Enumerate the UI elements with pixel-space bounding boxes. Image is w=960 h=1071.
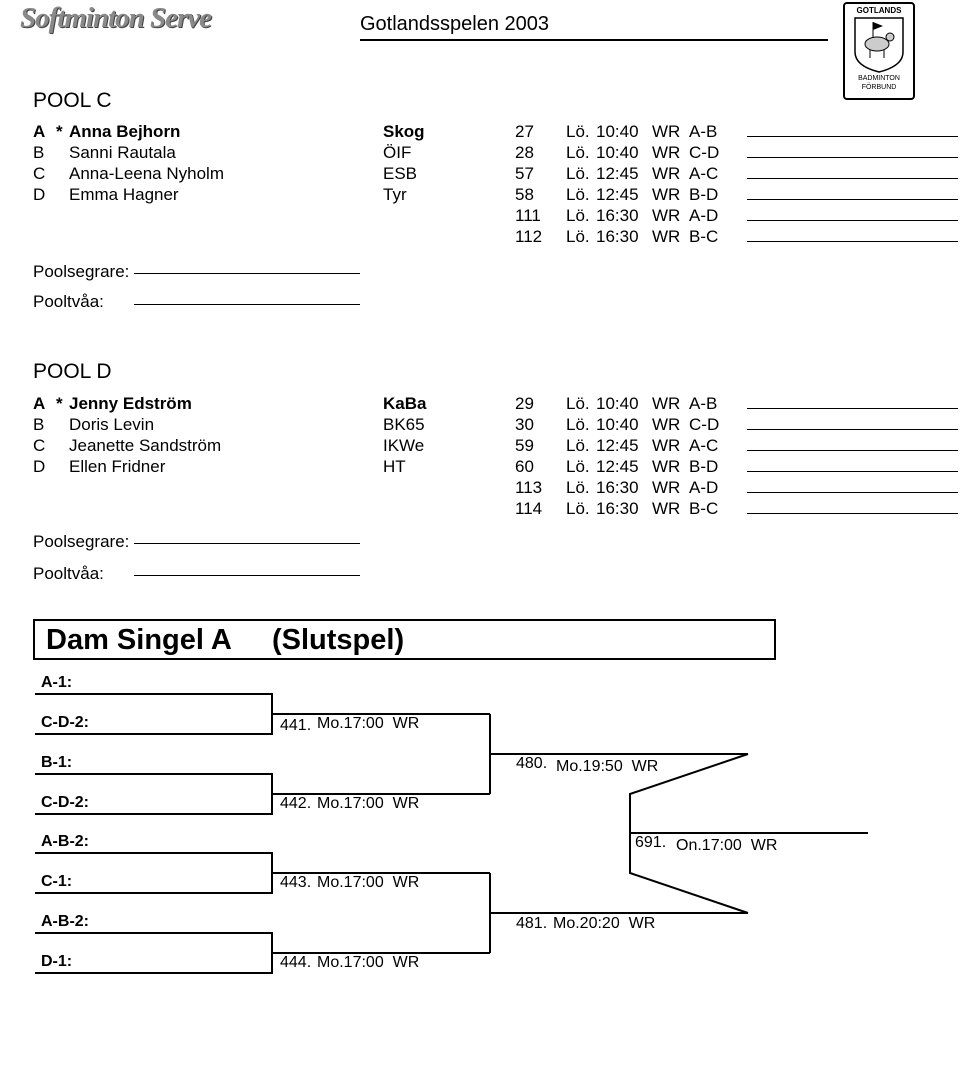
player-name: Anna-Leena Nyholm — [69, 164, 224, 183]
match-court: WR — [652, 478, 681, 497]
match-day: Lö. — [566, 143, 590, 162]
match-444-number: 444. — [280, 954, 312, 971]
bracket-entry: D-1: — [41, 953, 73, 970]
player-name: Jeanette Sandström — [69, 436, 222, 455]
match-time: 16:30 — [596, 499, 639, 518]
bracket-entry: A-B-2: — [41, 833, 89, 850]
player-letter: A — [33, 122, 46, 141]
match-day: Lö. — [566, 415, 590, 434]
bracket-entry: A-B-2: — [41, 913, 89, 930]
match-time: 16:30 — [596, 206, 639, 225]
player-letter: D — [33, 185, 46, 204]
match-number: 59 — [515, 436, 534, 455]
page-title: Gotlandsspelen 2003 — [360, 13, 550, 35]
match-pair: A-C — [689, 164, 719, 183]
player-letter: A — [33, 394, 46, 413]
player-name: Jenny Edström — [69, 394, 192, 413]
match-court: WR — [652, 227, 681, 246]
player-name: Emma Hagner — [69, 185, 179, 204]
match-court: WR — [652, 206, 681, 225]
match-day: Lö. — [566, 478, 590, 497]
match-number: 58 — [515, 185, 534, 204]
match-number: 29 — [515, 394, 534, 413]
match-court: WR — [652, 185, 681, 204]
match-day: Lö. — [566, 227, 590, 246]
match-day: Lö. — [566, 122, 590, 141]
match-number: 114 — [515, 499, 543, 518]
match-pair: C-D — [689, 415, 720, 434]
bracket-entry: C-D-2: — [41, 714, 89, 731]
match-pair: B-D — [689, 185, 719, 204]
match-443-info: Mo.17:00 WR — [317, 874, 420, 891]
match-day: Lö. — [566, 164, 590, 183]
match-day: Lö. — [566, 394, 590, 413]
player-letter: B — [33, 143, 45, 162]
bracket-entry: A-1: — [41, 674, 73, 691]
crest-bottom-text-2: FÖRBUND — [861, 84, 897, 91]
match-pair: A-D — [689, 206, 719, 225]
match-444-info: Mo.17:00 WR — [317, 954, 420, 971]
bracket-entry: C-1: — [41, 873, 73, 890]
match-pair: B-D — [689, 457, 719, 476]
match-691-info: On.17:00 WR — [676, 837, 778, 854]
pool-winner-label: Poolsegrare: — [33, 262, 130, 281]
bracket-entry: B-1: — [41, 754, 73, 771]
seed-marker: * — [56, 122, 63, 141]
player-club: Tyr — [383, 185, 407, 204]
player-letter: D — [33, 457, 46, 476]
player-name: Ellen Fridner — [69, 457, 166, 476]
match-442-info: Mo.17:00 WR — [317, 795, 420, 812]
match-pair: A-D — [689, 478, 719, 497]
match-court: WR — [652, 394, 681, 413]
player-club: IKWe — [383, 436, 425, 455]
pool-winner-label: Poolsegrare: — [33, 532, 130, 551]
match-court: WR — [652, 415, 681, 434]
match-442-number: 442. — [280, 795, 312, 812]
match-pair: A-B — [689, 394, 718, 413]
match-480-number: 480. — [516, 755, 548, 772]
softminton-serve-logo: Softminton Serve — [20, 2, 212, 34]
match-441-number: 441. — [280, 717, 312, 734]
pool-runnerup-label: Pooltvåa: — [33, 564, 104, 583]
match-481-info: Mo.20:20 WR — [553, 915, 656, 932]
match-court: WR — [652, 457, 681, 476]
match-480-info: Mo.19:50 WR — [556, 758, 659, 775]
match-number: 28 — [515, 143, 534, 162]
pool-d-title: POOL D — [33, 360, 112, 383]
pool-c-title: POOL C — [33, 89, 112, 112]
match-number: 27 — [515, 122, 534, 141]
player-club: ÖIF — [383, 143, 412, 162]
match-day: Lö. — [566, 457, 590, 476]
match-court: WR — [652, 164, 681, 183]
match-time: 12:45 — [596, 164, 639, 183]
match-number: 57 — [515, 164, 534, 183]
match-time: 10:40 — [596, 415, 639, 434]
match-day: Lö. — [566, 436, 590, 455]
player-name: Anna Bejhorn — [69, 122, 181, 141]
player-name: Doris Levin — [69, 415, 155, 434]
match-pair: B-C — [689, 499, 719, 518]
match-time: 10:40 — [596, 143, 639, 162]
match-443-number: 443. — [280, 874, 312, 891]
crest-top-text: GOTLANDS — [856, 6, 902, 15]
match-481-number: 481. — [516, 915, 548, 932]
match-pair: A-B — [689, 122, 718, 141]
match-time: 12:45 — [596, 436, 639, 455]
match-time: 12:45 — [596, 185, 639, 204]
player-letter: B — [33, 415, 45, 434]
bracket-entry: C-D-2: — [41, 794, 89, 811]
player-letter: C — [33, 436, 46, 455]
playoff-title: Dam Singel A — [46, 624, 232, 656]
match-pair: C-D — [689, 143, 720, 162]
match-number: 111 — [515, 206, 541, 225]
match-441-info: Mo.17:00 WR — [317, 715, 420, 732]
player-club: HT — [383, 457, 406, 476]
player-letter: C — [33, 164, 46, 183]
match-time: 16:30 — [596, 227, 639, 246]
match-number: 113 — [515, 478, 543, 497]
match-number: 60 — [515, 457, 534, 476]
seed-marker: * — [56, 394, 63, 413]
match-time: 10:40 — [596, 122, 639, 141]
player-club: KaBa — [383, 394, 427, 413]
match-time: 10:40 — [596, 394, 639, 413]
match-691-number: 691. — [635, 834, 667, 851]
match-pair: B-C — [689, 227, 719, 246]
match-court: WR — [652, 143, 681, 162]
match-number: 30 — [515, 415, 534, 434]
match-day: Lö. — [566, 499, 590, 518]
match-day: Lö. — [566, 185, 590, 204]
crest-bottom-text-1: BADMINTON — [858, 75, 900, 82]
match-court: WR — [652, 499, 681, 518]
player-club: BK65 — [383, 415, 425, 434]
match-court: WR — [652, 436, 681, 455]
match-day: Lö. — [566, 206, 590, 225]
player-club: ESB — [383, 164, 418, 183]
playoff-subtitle: (Slutspel) — [272, 624, 405, 656]
match-time: 16:30 — [596, 478, 639, 497]
player-name: Sanni Rautala — [69, 143, 176, 162]
pool-runnerup-label: Pooltvåa: — [33, 292, 104, 311]
match-court: WR — [652, 122, 681, 141]
match-pair: A-C — [689, 436, 719, 455]
match-time: 12:45 — [596, 457, 639, 476]
player-club: Skog — [383, 122, 425, 141]
match-number: 112 — [515, 227, 543, 246]
